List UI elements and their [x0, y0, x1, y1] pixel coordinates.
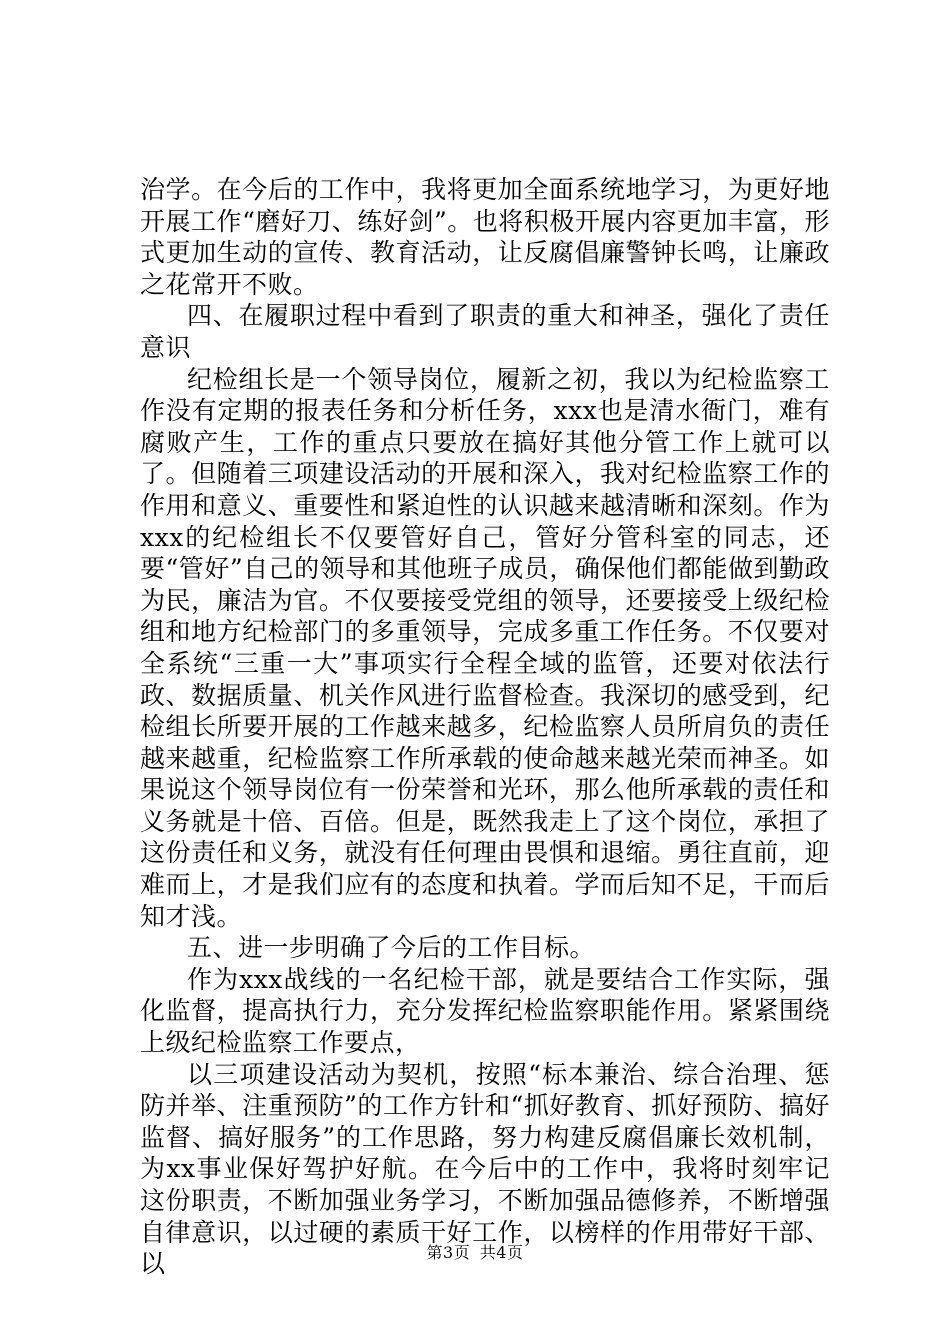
page-footer — [0, 1243, 950, 1263]
section-heading-five: 五、进一步明确了今后的工作目标。 — [187, 933, 596, 963]
paragraph-measures: 以三项建设活动为契机，按照“标本兼治、综合治理、惩防并举、注重预防”的工作方针和“抓好教育、抓好预防、搞好监督、搞好服务”的工作思路，努力构建反腐倡廉长效机制，为xx事业保好驾护好航。在今后中的工作中，我将时刻牢记这份职责，不断加强业务学习，不断加强品德修养，不断增强自律意识，以过硬的素质干好工作，以榜样的作用带好干部、以 — [140, 1059, 830, 1279]
paragraph-goals: 作为xxx战线的一名纪检干部，就是要结合工作实际，强化监督，提高执行力，充分发挥纪检监察职能作用。紧紧围绕上级纪检监察工作要点， — [140, 964, 830, 1058]
section-heading-four: 四、在履职过程中看到了职责的重大和神圣，强化了责任意识 — [140, 301, 830, 362]
page-number-total: 共4页 — [479, 1243, 524, 1262]
paragraph-responsibility: 纪检组长是一个领导岗位，履新之初，我以为纪检监察工作没有定期的报表任务和分析任务，xxx也是清水衙门，难有腐败产生，工作的重点只要放在搞好其他分管工作上就可以了。但随着三项建设活动的开展和深入，我对纪检监察工作的作用和意义、重要性和紧迫性的认识越来越清晰和深刻。作为xxx的纪检组长不仅要管好自己，管好分管科室的同志，还要“管好”自己的领导和其他班子成员，确保他们都能做到勤政为民，廉洁为官。不仅要接受党组的领导，还要接受上级纪检组和地方纪检部门的多重领导，完成多重工作任务。不仅要对全系统“三重一大”事项实行全程全域的监管，还要对依法行政、数据质量、机关作风进行监督检查。我深切的感受到，纪检组长所要开展的工作越来越多，纪检监察人员所肩负的责任越来越重，纪检监察工作所承载的使命越来越光荣而神圣。如果说这个领导岗位有一份荣誉和光环，那么他所承载的责任和义务就是十倍、百倍。但是，既然我走上了这个岗位，承担了这份责任和义务，就没有任何理由畏惧和退缩。勇往直前，迎难而上，才是我们应有的态度和执着。学而后知不足，干而后知才浅。 — [140, 364, 830, 931]
document-body — [140, 174, 830, 1280]
page-number-current: 第3页 — [426, 1243, 471, 1262]
paragraph-continuation: 治学。在今后的工作中，我将更加全面系统地学习，为更好地开展工作“磨好刀、练好剑”。也将积极开展内容更加丰富，形式更加生动的宣传、教育活动，让反腐倡廉警钟长鸣，让廉政之花常开不败。 — [140, 175, 830, 299]
